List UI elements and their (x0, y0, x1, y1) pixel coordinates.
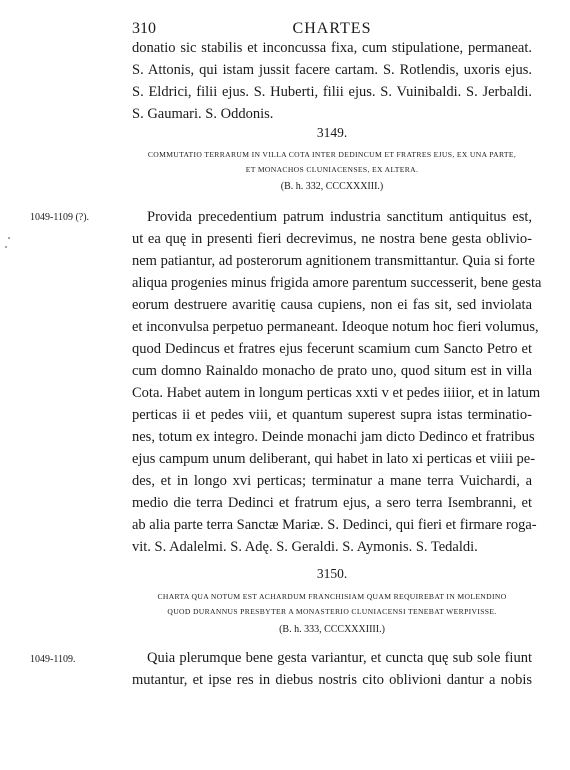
text-line: eorum destruere avaritię causa cupiens, non ei fas sit, sed inviolata (132, 297, 532, 313)
text-line: perticas ii et pedes viii, et quantum superest supra istas terminatio- (132, 407, 532, 423)
text-line: Cota. Habet autem in longum perticas xxti v et pedes iiiior, et in latum (132, 385, 541, 401)
charter-caption-line: CHARTA QUA NOTUM EST ACHARDUM FRANCHISIAM QUAM REQUIREBAT IN MOLENDINO (157, 592, 507, 601)
charter-reference: (B. h. 332, CCCXXXIII.) (280, 181, 384, 192)
running-head: CHARTES (292, 20, 372, 37)
page-number: 310 (132, 20, 156, 37)
text-line: nem patiantur, ad posterorum agnitionem transmittantur. Quia si forte (132, 253, 535, 269)
text-line: et inconvulsa perpetuo permaneant. Ideoque notum hoc fieri volumus, (132, 319, 539, 335)
margin-date: 1049-1109. (30, 654, 76, 665)
text-line: ut ea quę in presenti fieri decrevimus, ne nostra bene gesta oblivio- (132, 231, 532, 247)
text-line: S. Eldrici, filii ejus. S. Huberti, filii ejus. S. Vuinibaldi. S. Jerbaldi. (132, 84, 532, 100)
text-line: des, et in longo xvi perticas; terminatur a mane terra Vuichardi, a (132, 473, 532, 489)
text-line: nes, totum ex integro. Deinde monachi jam dicto Dedinco et fratribus (132, 429, 535, 445)
margin-date: 1049-1109 (?). (30, 212, 90, 223)
text-line: donatio sic stabilis et inconcussa fixa, cum stipulatione, permaneat. (132, 40, 532, 56)
charter-caption-line: ET MONACHOS CLUNIACENSES, EX ALTERA. (245, 165, 419, 174)
charter-caption-line: COMMUTATIO TERRARUM IN VILLA COTA INTER DEDINCUM ET FRATRES EJUS, EX UNA PARTE, (147, 150, 517, 159)
text-line: ab alia parte terra Sanctæ Mariæ. S. Dedinci, qui fieri et firmare roga- (132, 517, 537, 533)
text-line: aliqua progenies minus frigida amore parentum successerit, bene gesta (132, 275, 542, 291)
text-line: vit. S. Adalelmi. S. Adę. S. Geraldi. S. Aymonis. S. Tedaldi. (132, 539, 478, 555)
charter-number: 3149. (316, 125, 348, 140)
charter-reference: (B. h. 333, CCCXXXIIII.) (279, 624, 385, 635)
text-line: S. Attonis, qui istam jussit facere cartam. S. Rotlendis, uxoris ejus. (132, 62, 532, 78)
charter-caption-line: QUOD DURANNUS PRESBYTER A MONASTERIO CLUNIACENSI TENEBAT WERPIVISSE. (167, 607, 497, 616)
text-line: cum domno Rainaldo monacho de prato uno, quod situm est in villa (132, 363, 532, 379)
text-line: Quia plerumque bene gesta variantur, et cuncta quę sub sole fiunt (147, 650, 532, 666)
text-line: Provida precedentium patrum industria sanctitum antiquitus est, (147, 209, 532, 225)
text-line: quod Dedincus et fratres ejus fecerunt scamium cum Sancto Petro et (132, 341, 532, 357)
text-line: ejus campum unum deliberant, qui habet in lato xi perticas et viiii pe- (132, 451, 536, 467)
text-line: mutantur, et ipse res in diebus nostris cito oblivioni dantur a nobis (132, 672, 532, 688)
text-line: S. Gaumari. S. Oddonis. (132, 106, 274, 122)
scan-speck (8, 237, 10, 239)
charter-number: 3150. (316, 566, 348, 581)
scan-speck (5, 246, 7, 248)
text-line: medio die terra Dedinci et fratrum ejus, a sero terra Isembranni, et (132, 495, 532, 511)
